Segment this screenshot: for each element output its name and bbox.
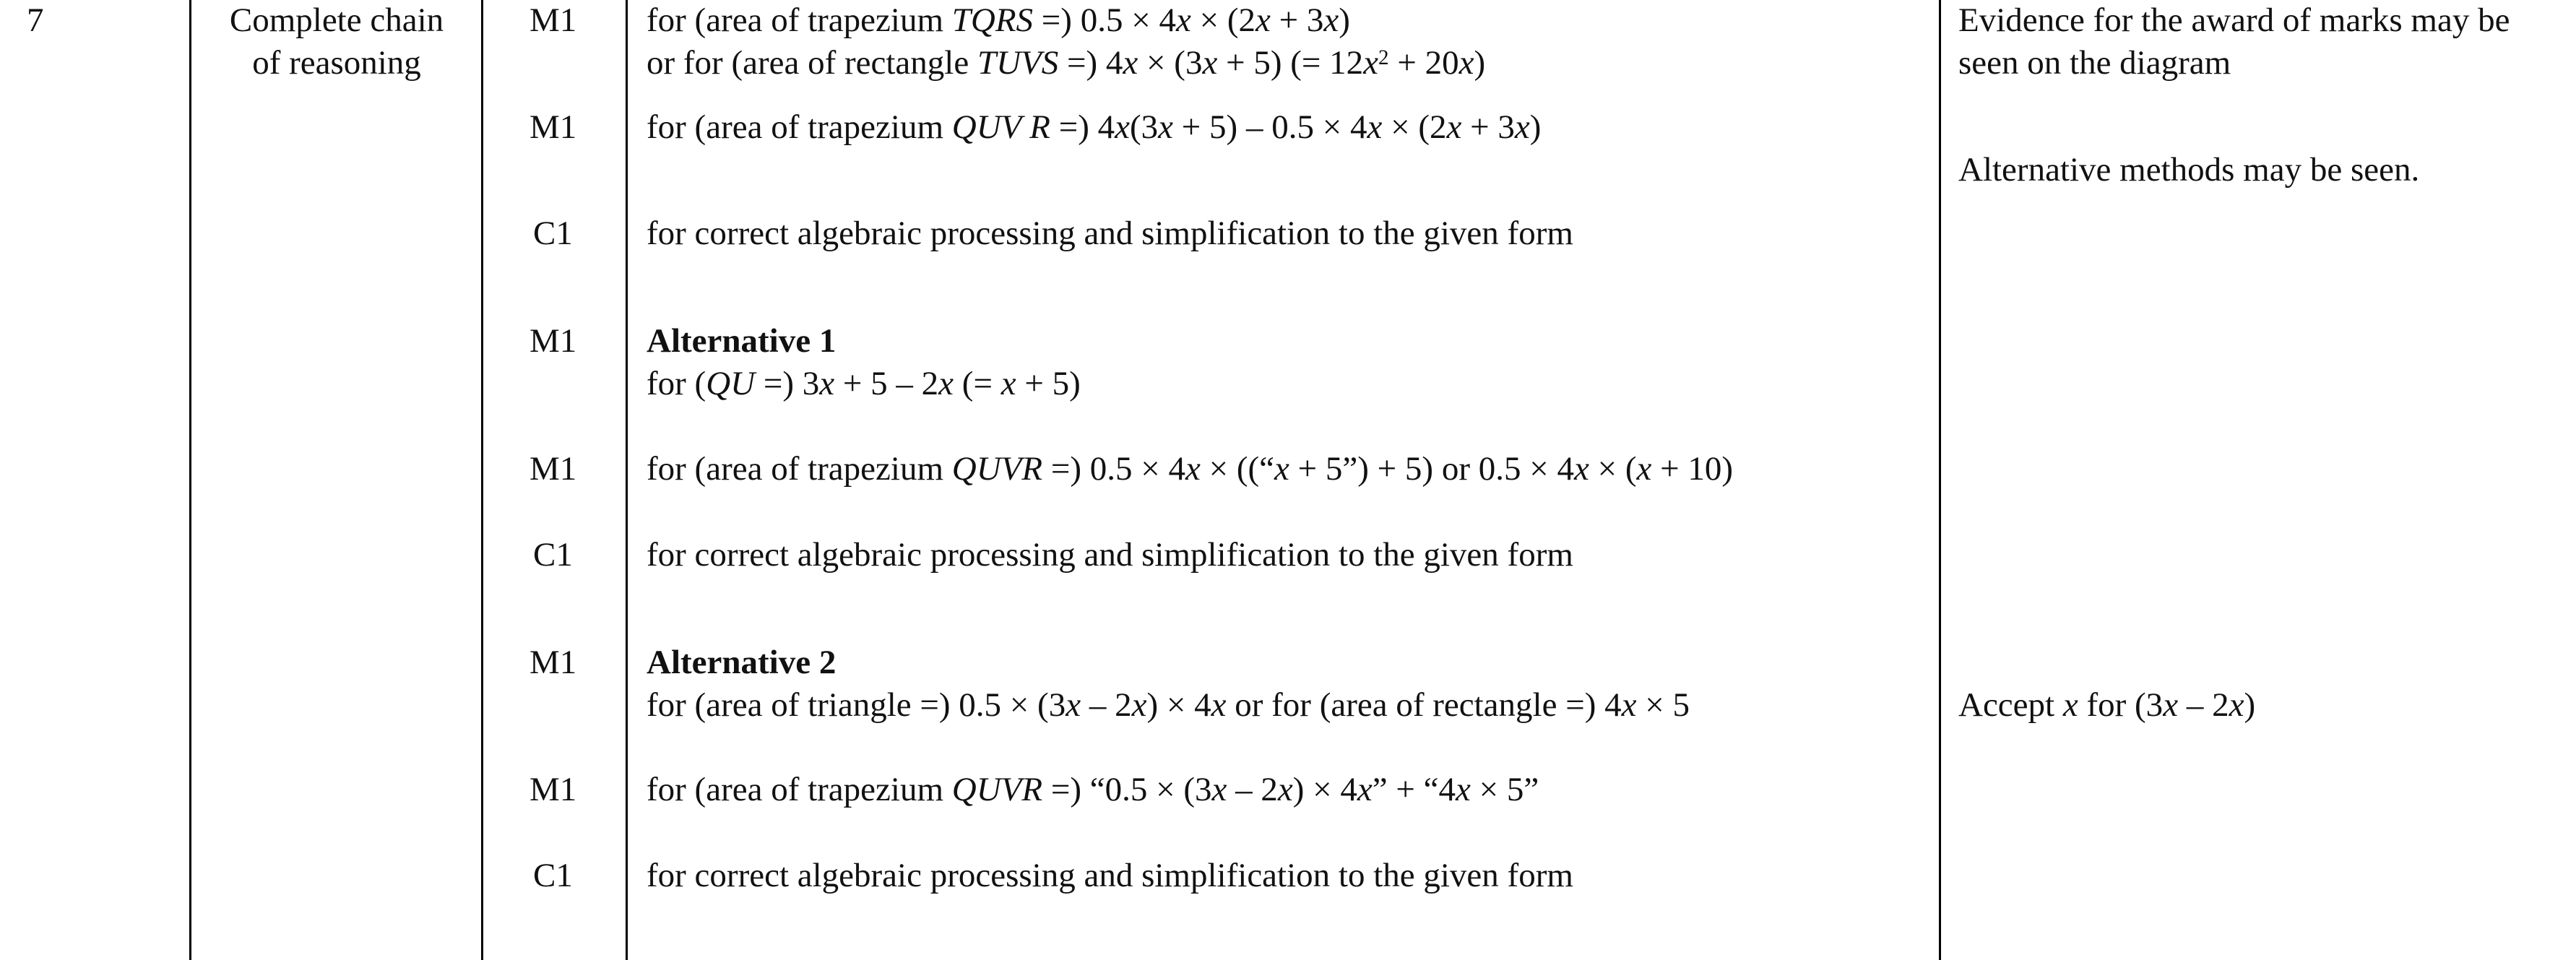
math-variable: x	[1323, 1, 1339, 39]
text-segment: – 2	[2178, 686, 2229, 724]
math-variable: x	[1456, 771, 1471, 808]
text-segment: )	[1529, 108, 1542, 146]
math-variable: x	[2062, 686, 2078, 724]
text-segment: + 5) – 0.5 × 4	[1173, 108, 1367, 146]
math-variable: TUVS	[977, 44, 1059, 82]
text-segment: × 5	[1636, 686, 1690, 724]
text-segment: Accept	[1958, 686, 2063, 724]
math-variable: TQRS	[951, 1, 1034, 39]
math-variable: x	[1274, 450, 1289, 488]
exponent: 2	[1378, 46, 1389, 69]
text-segment: =) 3	[755, 365, 820, 402]
text-segment: ) × 4	[1292, 771, 1357, 808]
guidance-line	[647, 363, 1081, 405]
text-segment: ” + “4	[1372, 771, 1456, 808]
text-segment: – 2	[1227, 771, 1278, 808]
question-number: 7	[27, 1, 44, 39]
guidance-line	[647, 0, 1350, 42]
math-variable: x	[2163, 686, 2179, 724]
text-segment: for (area of trapezium	[647, 108, 952, 146]
text-segment: =) 4	[1050, 108, 1115, 146]
text-segment: + 5)	[1016, 365, 1081, 402]
math-variable: x	[1175, 1, 1191, 39]
mark-code: M1	[530, 322, 577, 360]
text-segment: Evidence for the award of marks may be	[1958, 1, 2510, 39]
math-variable: x	[1185, 450, 1201, 488]
guidance-line	[647, 106, 1541, 149]
guidance-heading	[647, 320, 836, 363]
math-variable: x	[1277, 771, 1293, 808]
text-segment: for (area of trapezium	[647, 771, 952, 808]
text-segment: × ((“	[1200, 450, 1275, 488]
note-line	[1958, 42, 2231, 85]
mark-code: M1	[530, 1, 577, 39]
text-segment: for (area of triangle =) 0.5 × (3	[647, 686, 1066, 724]
mark-code: M1	[530, 644, 577, 681]
text-segment: for (area of trapezium	[647, 450, 952, 488]
guidance-line	[647, 42, 1485, 85]
text-segment: or for (area of rectangle =) 4	[1226, 686, 1622, 724]
text-segment: × (2	[1190, 1, 1256, 39]
text-segment: + 5) (= 12	[1217, 44, 1364, 82]
mark-code: C1	[533, 215, 573, 252]
note-line	[1958, 149, 2419, 191]
mark-code: C1	[533, 536, 573, 574]
math-variable: x	[1636, 450, 1652, 488]
text-segment: ) × 4	[1146, 686, 1211, 724]
column-divider-2	[481, 0, 483, 960]
text-segment: for correct algebraic processing and simplification to the given form	[647, 215, 1573, 252]
mark-code: M1	[530, 450, 577, 488]
text-segment: Alternative 2	[647, 644, 837, 681]
text-segment: (3	[1130, 108, 1159, 146]
math-variable: x	[1363, 44, 1379, 82]
math-variable: x	[1255, 1, 1271, 39]
column-divider-3	[626, 0, 628, 960]
mark-code: M1	[530, 771, 577, 808]
text-segment: + 5 – 2	[834, 365, 939, 402]
math-variable: x	[1000, 365, 1016, 402]
math-variable: QUVR	[951, 450, 1043, 488]
text-segment: for correct algebraic processing and simplification to the given form	[647, 536, 1573, 574]
guidance-line	[647, 448, 1733, 490]
math-variable: x	[1621, 686, 1637, 724]
guidance-line	[647, 534, 1573, 576]
text-segment: × 5”	[1470, 771, 1539, 808]
guidance-line	[647, 855, 1573, 897]
column-divider-4	[1939, 0, 1941, 960]
math-variable: x	[1211, 771, 1227, 808]
math-variable: x	[1158, 108, 1174, 146]
math-variable: x	[1367, 108, 1383, 146]
note-line	[1958, 0, 2510, 42]
math-variable: x	[819, 365, 835, 402]
text-segment: Alternative methods may be seen.	[1958, 151, 2420, 189]
math-variable: x	[1357, 771, 1373, 808]
text-segment: (=	[954, 365, 1001, 402]
text-segment: × (2	[1382, 108, 1447, 146]
math-variable: x	[2229, 686, 2244, 724]
math-variable: x	[1458, 44, 1474, 82]
guidance-line	[647, 769, 1539, 811]
text-segment: + 20	[1388, 44, 1459, 82]
math-variable: QUVR	[951, 771, 1043, 808]
text-segment: =) 0.5 × 4	[1042, 450, 1185, 488]
mark-code: M1	[530, 108, 577, 146]
text-segment: × (3	[1138, 44, 1203, 82]
math-variable: QUV R	[951, 108, 1050, 146]
text-segment: )	[1474, 44, 1486, 82]
text-segment: for (	[647, 365, 706, 402]
text-segment: for correct algebraic processing and simplification to the given form	[647, 857, 1573, 894]
text-segment: Alternative 1	[647, 322, 837, 360]
text-segment: seen on the diagram	[1958, 44, 2231, 82]
text-segment: + 3	[1461, 108, 1515, 146]
text-segment: =) 0.5 × 4	[1033, 1, 1176, 39]
math-variable: x	[1514, 108, 1530, 146]
skill-line: Complete chain	[229, 1, 444, 39]
text-segment: – 2	[1081, 686, 1132, 724]
text-segment: )	[2244, 686, 2256, 724]
text-segment: for (3	[2078, 686, 2164, 724]
guidance-heading	[647, 641, 836, 684]
text-segment: for (area of trapezium	[647, 1, 952, 39]
text-segment: × (	[1589, 450, 1637, 488]
math-variable: x	[1131, 686, 1147, 724]
math-variable: x	[1115, 108, 1131, 146]
text-segment: =) 4	[1058, 44, 1123, 82]
math-variable: QU	[706, 365, 756, 402]
math-variable: x	[938, 365, 954, 402]
text-segment: + 5”) + 5) or 0.5 × 4	[1289, 450, 1574, 488]
note-line	[1958, 684, 2255, 727]
text-segment: )	[1339, 1, 1350, 39]
math-variable: x	[1446, 108, 1462, 146]
mark-code: C1	[533, 857, 573, 894]
skill-line: of reasoning	[252, 44, 421, 82]
text-segment: + 10)	[1651, 450, 1734, 488]
math-variable: x	[1574, 450, 1589, 488]
math-variable: x	[1066, 686, 1081, 724]
math-variable: x	[1123, 44, 1138, 82]
text-segment: or for (area of rectangle	[647, 44, 977, 82]
guidance-line	[647, 212, 1573, 255]
text-segment: =) “0.5 × (3	[1042, 771, 1212, 808]
text-segment: + 3	[1270, 1, 1324, 39]
math-variable: x	[1202, 44, 1218, 82]
guidance-line	[647, 684, 1690, 727]
column-divider-1	[189, 0, 191, 960]
math-variable: x	[1211, 686, 1227, 724]
